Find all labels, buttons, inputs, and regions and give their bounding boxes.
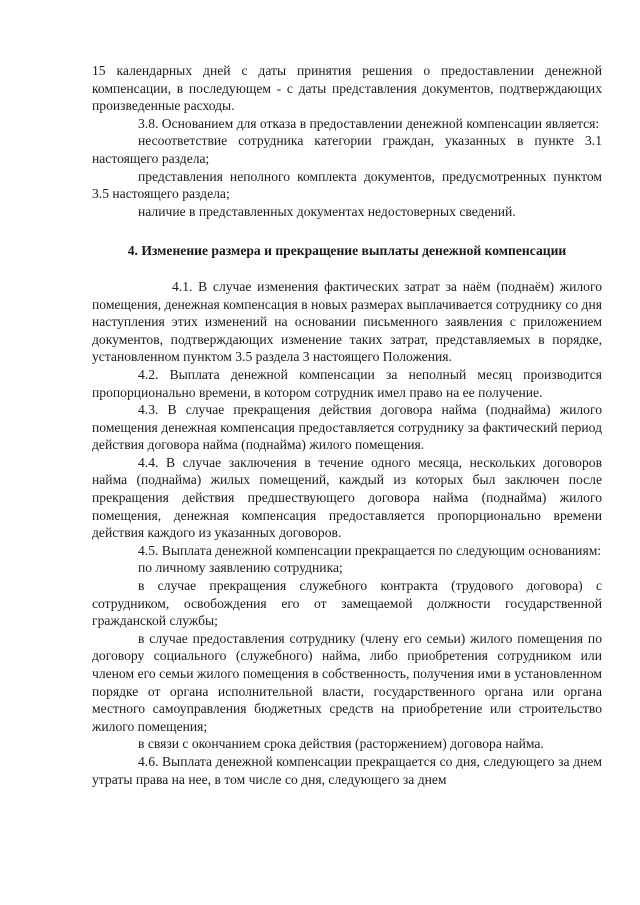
paragraph-4-5: 4.5. Выплата денежной компенсации прекращается по следующим основаниям:: [138, 542, 602, 558]
paragraph-termination-ground-3: в случае предоставления сотруднику (члену его семьи) жилого помещения по договору социального (служебного) найма, либо приобретения сотрудником или членом его семьи жилого помещения в собственность, получения ими в установленном порядке от органа исполнительной власти, государственного органа или органа местного самоуправления бюджетных средств на приобретение или строительство жилого помещения;: [92, 630, 602, 734]
paragraph-termination-ground-1: по личному заявлению сотрудника;: [138, 560, 343, 576]
section-heading: 4. Изменение размера и прекращение выплаты денежной компенсации: [127, 243, 567, 259]
paragraph-4-4: 4.4. В случае заключения в течение одного месяца, нескольких договоров найма (поднайма) жилых помещений, каждый из которых был заключен после прекращения действия предшествующего договора найма (поднайма) жилого помещения, денежная компенсация предоставляется пропорционально времени действия каждого из указанных договоров.: [92, 454, 602, 541]
paragraph-refusal-reason-2: представления неполного комплекта документов, предусмотренных пунктом 3.5 настоящего раздела;: [92, 168, 602, 202]
paragraph-termination-ground-2: в случае прекращения служебного контракта (трудового договора) с сотрудником, освобождения его от замещаемой должности государственной гражданской службы;: [92, 578, 602, 629]
paragraph-termination-ground-4: в связи с окончанием срока действия (расторжением) договора найма.: [138, 736, 544, 752]
paragraph-4-2: 4.2. Выплата денежной компенсации за неполный месяц производится пропорционально времени, в котором сотрудник имел право на ее получение.: [92, 366, 602, 400]
paragraph-4-3: 4.3. В случае прекращения действия договора найма (поднайма) жилого помещения денежная компенсация предоставляется сотруднику за фактический период действия договора найма (поднайма) жилого помещения.: [92, 402, 602, 453]
paragraph-4-1: 4.1. В случае изменения фактических затрат за наём (поднаём) жилого помещения, денежная компенсация в новых размерах выплачивается сотруднику со дня наступления этих изменений на основании письменного заявления с приложением документов, подтверждающих изменение таких затрат, представляемых в порядке, установленном пунктом 3.5 раздела 3 настоящего Положения.: [92, 278, 602, 365]
paragraph-continuation: 15 календарных дней с даты принятия решения о предоставлении денежной компенсации, в последующем - с даты представления документов, подтверждающих произведенные расходы.: [92, 63, 602, 114]
paragraph-refusal-reason-3: наличие в представленных документах недостоверных сведений.: [138, 203, 516, 219]
document-page: [92, 62, 602, 788]
paragraph-refusal-reason-1: несоответствие сотрудника категории граждан, указанных в пункте 3.1 настоящего раздела;: [92, 133, 602, 166]
paragraph-3-8: 3.8. Основанием для отказа в предоставлении денежной компенсации является:: [138, 115, 600, 131]
paragraph-4-6: 4.6. Выплата денежной компенсации прекращается со дня, следующего за днем утраты права на нее, в том числе со дня, следующего за днем: [92, 753, 602, 787]
